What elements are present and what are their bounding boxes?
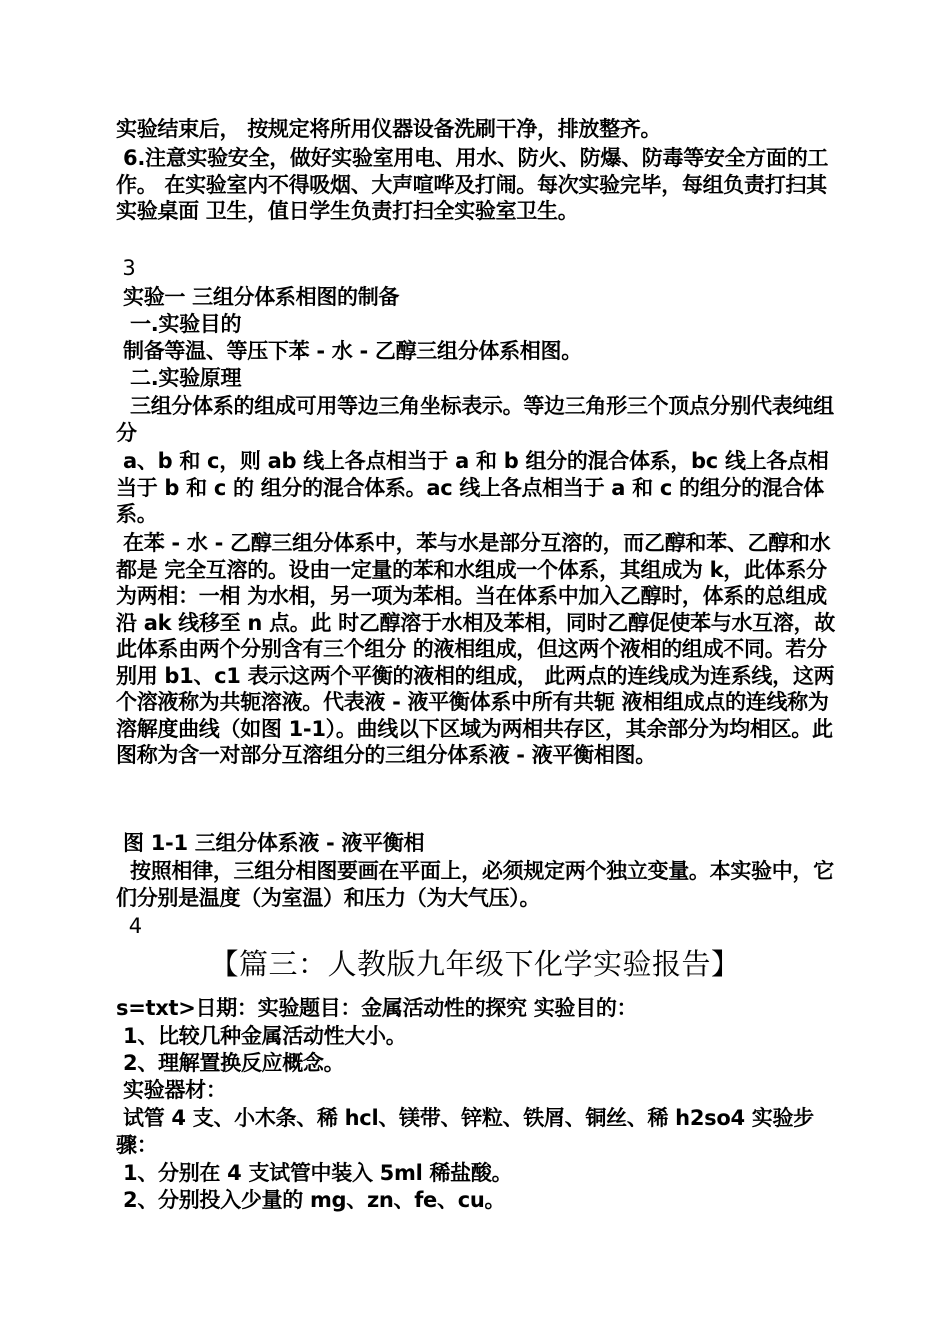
report-goal-2: 2、理解置换反应概念。 <box>116 1051 345 1075</box>
phase-rule-paragraph: 按照相律，三组分相图要画在平面上，必须规定两个独立变量。本实验中，它 们分别是温度（为室温）和压力（为大气压）。 <box>116 859 841 910</box>
report-equipment-list: 试管 4 支、小木条、稀 hcl、镁带、锌粒、铁屑、铜丝、稀 h2so4 实验步骤： <box>116 1106 814 1157</box>
paragraph-cleanup: 实验结束后， 按规定将所用仪器设备洗刷干净，排放整齐。 <box>116 117 662 141</box>
section-heading: 【篇三：人教版九年级下化学实验报告】 <box>209 947 741 981</box>
report-step-1: 1、分别在 4 支试管中装入 5ml 稀盐酸。 <box>116 1161 513 1185</box>
section-principle-heading: 二.实验原理 <box>116 366 242 390</box>
principle-paragraph-3: 在苯 - 水 - 乙醇三组分体系中，苯与水是部分互溶的，而乙醇和苯、乙醇和水都是 完全互溶的。设由一定量的苯和水组成一个体系，其组成为 k，此体系分为两相：一相 为水相，另一项为苯相。当在体系中加入乙醇时，体系的总组成沿 ak 线移至 n 点。此 时乙醇溶于水相及苯相，同时乙醇促使苯与水互溶，故此体系由两个分别含有三个组分 的液相组成，但这两个液相的组成不同。若分别用 b1、c1 表示这两个平衡的液相的组成， 此两点的连线成为连系线，这两个溶液称为共轭溶液。代表液 - 液平衡体系中所有共轭 液相组成点的连线称为溶解度曲线（如图 1-1）。曲线以下区域为两相共存区，其余部分为均相区。此图称为含一对部分互溶组分的三组分体系液 - 液平衡相图。 <box>116 531 835 767</box>
experiment-title: 实验一 三组分体系相图的制备 <box>116 285 400 309</box>
report-equipment-heading: 实验器材： <box>116 1078 227 1102</box>
report-header-line: s=txt>日期：实验题目：金属活动性的探究 实验目的： <box>116 996 638 1020</box>
report-step-2: 2、分别投入少量的 mg、zn、fe、cu。 <box>116 1188 506 1212</box>
figure-caption: 图 1-1 三组分体系液 - 液平衡相 <box>116 831 425 855</box>
report-goal-1: 1、比较几种金属活动性大小。 <box>116 1024 407 1048</box>
page-number-3: 3 <box>116 256 136 280</box>
paragraph-safety: 6.注意实验安全，做好实验室用电、用水、防火、防爆、防毒等安全方面的工作。 在实验室内不得吸烟、大声喧哗及打闹。每次实验完毕，每组负责打扫其实验桌面 卫生，值日学生负责打扫全实验室卫生。 <box>116 146 829 223</box>
principle-paragraph-2: a、b 和 c，则 ab 线上各点相当于 a 和 b 组分的混合体系，bc 线上各点相当于 b 和 c 的 组分的混合体系。ac 线上各点相当于 a 和 c 的组分的混合体系。 <box>116 449 829 526</box>
page-number-4: 4 <box>116 914 142 938</box>
section-purpose-text: 制备等温、等压下苯 - 水 - 乙醇三组分体系相图。 <box>116 339 582 363</box>
principle-paragraph-1: 三组分体系的组成可用等边三角坐标表示。等边三角形三个顶点分别代表纯组分 <box>116 394 834 445</box>
section-purpose-heading: 一.实验目的 <box>116 312 242 336</box>
